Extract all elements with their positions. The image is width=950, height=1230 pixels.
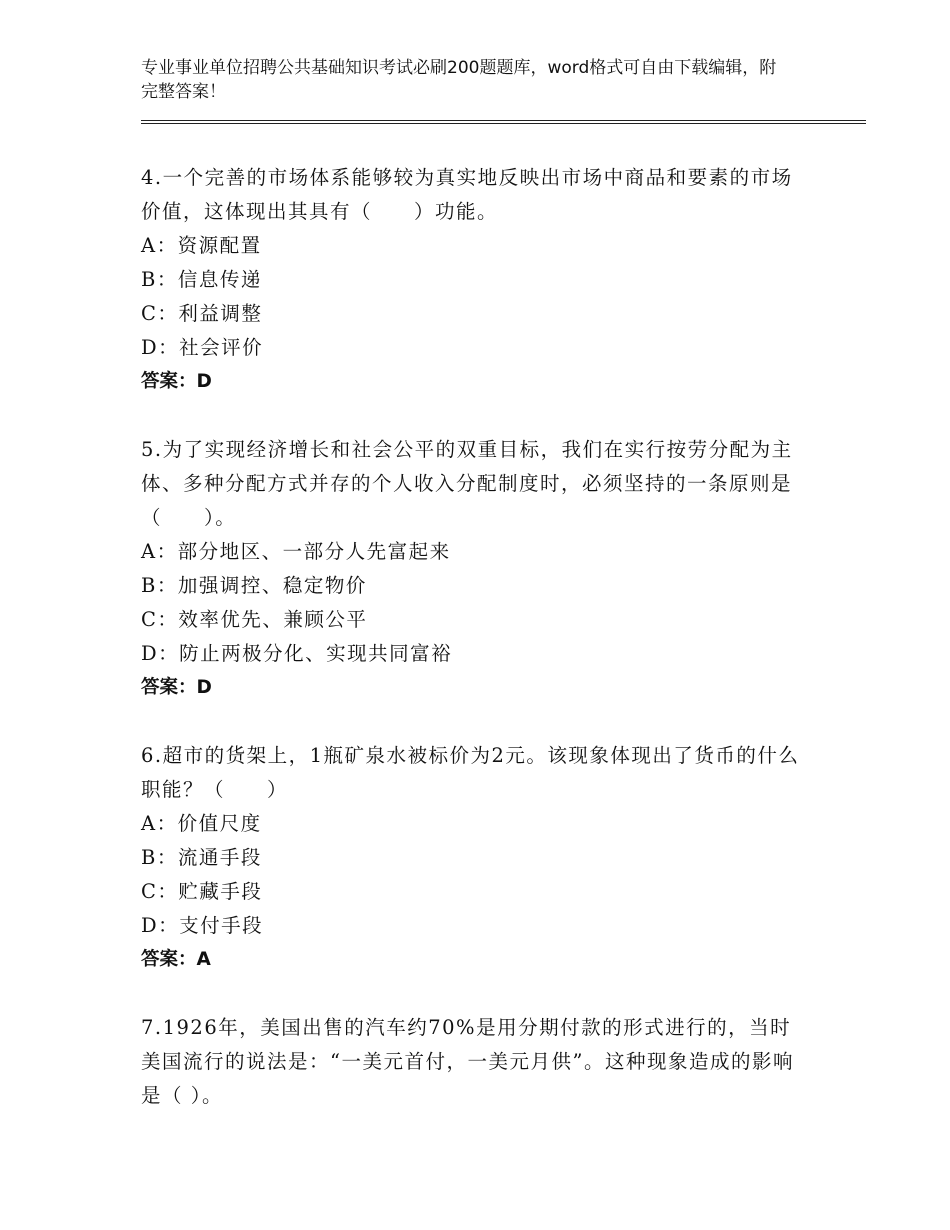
header-divider (141, 120, 866, 126)
divider-line-top (141, 120, 866, 121)
question-stem: 7.1926年，美国出售的汽车约70%是用分期付款的形式进行的，当时美国流行的说法是：“一美元首付，一美元月供”。这种现象造成的影响是（ ）。 (141, 1016, 794, 1107)
option-b: B：信息传递 (141, 268, 262, 291)
option-d: D：防止两极分化、实现共同富裕 (141, 642, 453, 665)
question-list (141, 161, 811, 1147)
question-stem: 6.超市的货架上，1瓶矿泉水被标价为2元。该现象体现出了货币的什么职能？（ ） (141, 744, 800, 801)
option-a: A：价值尺度 (141, 812, 262, 835)
option-c: C：利益调整 (141, 302, 263, 325)
question-5 (141, 433, 811, 705)
answer-line: 答案：D (141, 371, 212, 392)
option-c: C：贮藏手段 (141, 880, 263, 903)
answer-line: 答案：A (141, 949, 211, 970)
option-d: D：社会评价 (141, 336, 264, 359)
divider-line-bottom (141, 123, 866, 124)
option-c: C：效率优先、兼顾公平 (141, 608, 368, 631)
option-d: D：支付手段 (141, 914, 264, 937)
option-a: A：资源配置 (141, 234, 262, 257)
option-b: B：流通手段 (141, 846, 262, 869)
answer-line: 答案：D (141, 677, 212, 698)
option-b: B：加强调控、稳定物价 (141, 574, 367, 597)
question-7 (141, 1011, 811, 1113)
document-header: 专业事业单位招聘公共基础知识考试必刷200题题库，word格式可自由下载编辑，附完整答案！ (141, 58, 777, 102)
question-stem: 5.为了实现经济增长和社会公平的双重目标，我们在实行按劳分配为主体、多种分配方式并存的个人收入分配制度时，必须坚持的一条原则是（ ）。 (141, 438, 793, 529)
question-stem: 4.一个完善的市场体系能够较为真实地反映出市场中商品和要素的市场价值，这体现出其具有（ ）功能。 (141, 166, 793, 223)
option-a: A：部分地区、一部分人先富起来 (141, 540, 451, 563)
question-4 (141, 161, 811, 399)
question-6 (141, 739, 811, 977)
